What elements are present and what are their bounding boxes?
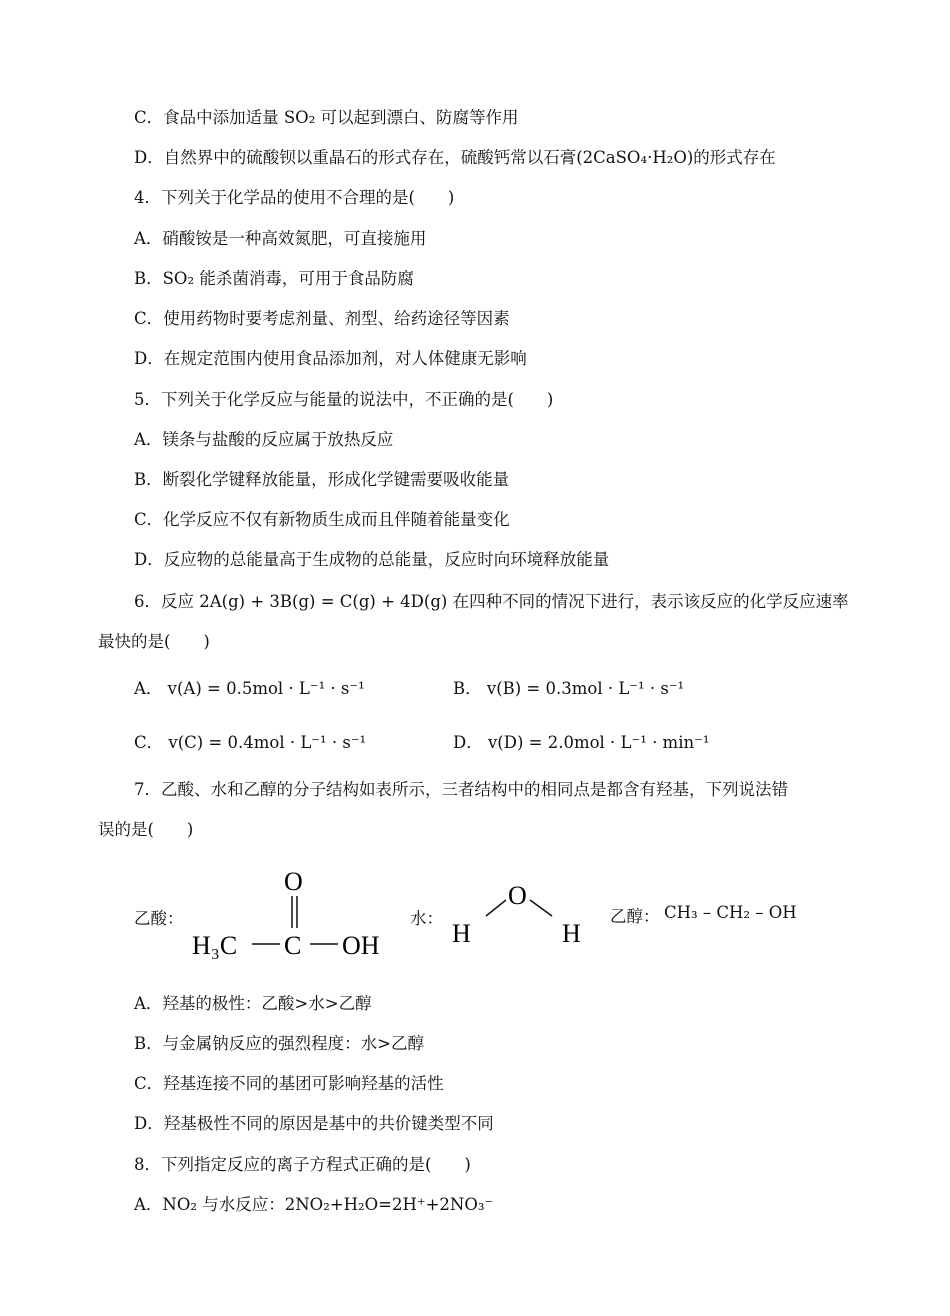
q4-option-a: A．硝酸铵是一种高效氮肥，可直接施用 [134,229,427,248]
question-7-line-2: 误的是( ) [98,820,194,839]
question-4: 4．下列关于化学品的使用不合理的是( ) [134,188,455,207]
water-o-atom: O [508,881,527,910]
acetic-acid-structure [186,860,406,970]
q6-option-c: C． v(C) = 0.4mol · L⁻¹ · s⁻¹ [134,733,367,752]
q3-option-c: C．食品中添加适量 SO₂ 可以起到漂白、防腐等作用 [134,108,519,127]
q6-option-b: B． v(B) = 0.3mol · L⁻¹ · s⁻¹ [453,679,685,698]
q7-option-c: C．羟基连接不同的基团可影响羟基的活性 [134,1074,444,1093]
q7-option-a: A．羟基的极性：乙酸>水>乙醇 [134,994,372,1013]
question-6-line-2: 最快的是( ) [98,632,210,651]
question-8: 8．下列指定反应的离子方程式正确的是( ) [134,1155,471,1174]
q6-option-a: A． v(A) = 0.5mol · L⁻¹ · s⁻¹ [134,679,365,698]
water-structure [448,872,598,952]
q5-option-d: D．反应物的总能量高于生成物的总能量，反应时向环境释放能量 [134,550,610,569]
q6-option-d: D． v(D) = 2.0mol · L⁻¹ · min⁻¹ [453,733,710,752]
water-bond-left [486,900,506,916]
question-5: 5．下列关于化学反应与能量的说法中，不正确的是( ) [134,390,554,409]
water-h-right: H [562,919,581,948]
q7-option-d: D．羟基极性不同的原因是基中的共价键类型不同 [134,1114,494,1133]
q8-option-a: A．NO₂ 与水反应：2NO₂+H₂O=2H⁺+2NO₃⁻ [134,1195,494,1214]
ethanol-label: 乙醇： [610,907,660,926]
water-bond-right [530,900,552,916]
ethanol-formula: CH₃ – CH₂ – OH [664,903,797,922]
q5-option-c: C．化学反应不仅有新物质生成而且伴随着能量变化 [134,510,510,529]
water-label: 水： [410,909,443,928]
q5-option-a: A．镁条与盐酸的反应属于放热反应 [134,430,394,449]
question-7-line-1: 7．乙酸、水和乙醇的分子结构如表所示，三者结构中的相同点是都含有羟基，下列说法错 [134,780,788,799]
q4-option-c: C．使用药物时要考虑剂量、剂型、给药途径等因素 [134,309,510,328]
acetic-acid-label: 乙酸： [134,909,184,928]
q5-option-b: B．断裂化学键释放能量，形成化学键需要吸收能量 [134,470,510,489]
water-h-left: H [452,919,471,948]
acetic-h3c-group: H₃C [192,931,238,960]
q7-option-b: B．与金属钠反应的强烈程度：水>乙醇 [134,1034,424,1053]
q4-option-d: D．在规定范围内使用食品添加剂，对人体健康无影响 [134,349,527,368]
q3-option-d: D．自然界中的硫酸钡以重晶石的形式存在，硫酸钙常以石膏(2CaSO₄·H₂O)的形式存在 [134,148,776,167]
question-6-line-1: 6．反应 2A(g) + 3B(g) = C(g) + 4D(g) 在四种不同的情况下进行，表示该反应的化学反应速率 [134,592,849,611]
acetic-oh-group: OH [342,931,380,960]
acetic-c-atom: C [284,931,302,960]
q4-option-b: B．SO₂ 能杀菌消毒，可用于食品防腐 [134,269,414,288]
acetic-o-atom: O [284,867,303,896]
